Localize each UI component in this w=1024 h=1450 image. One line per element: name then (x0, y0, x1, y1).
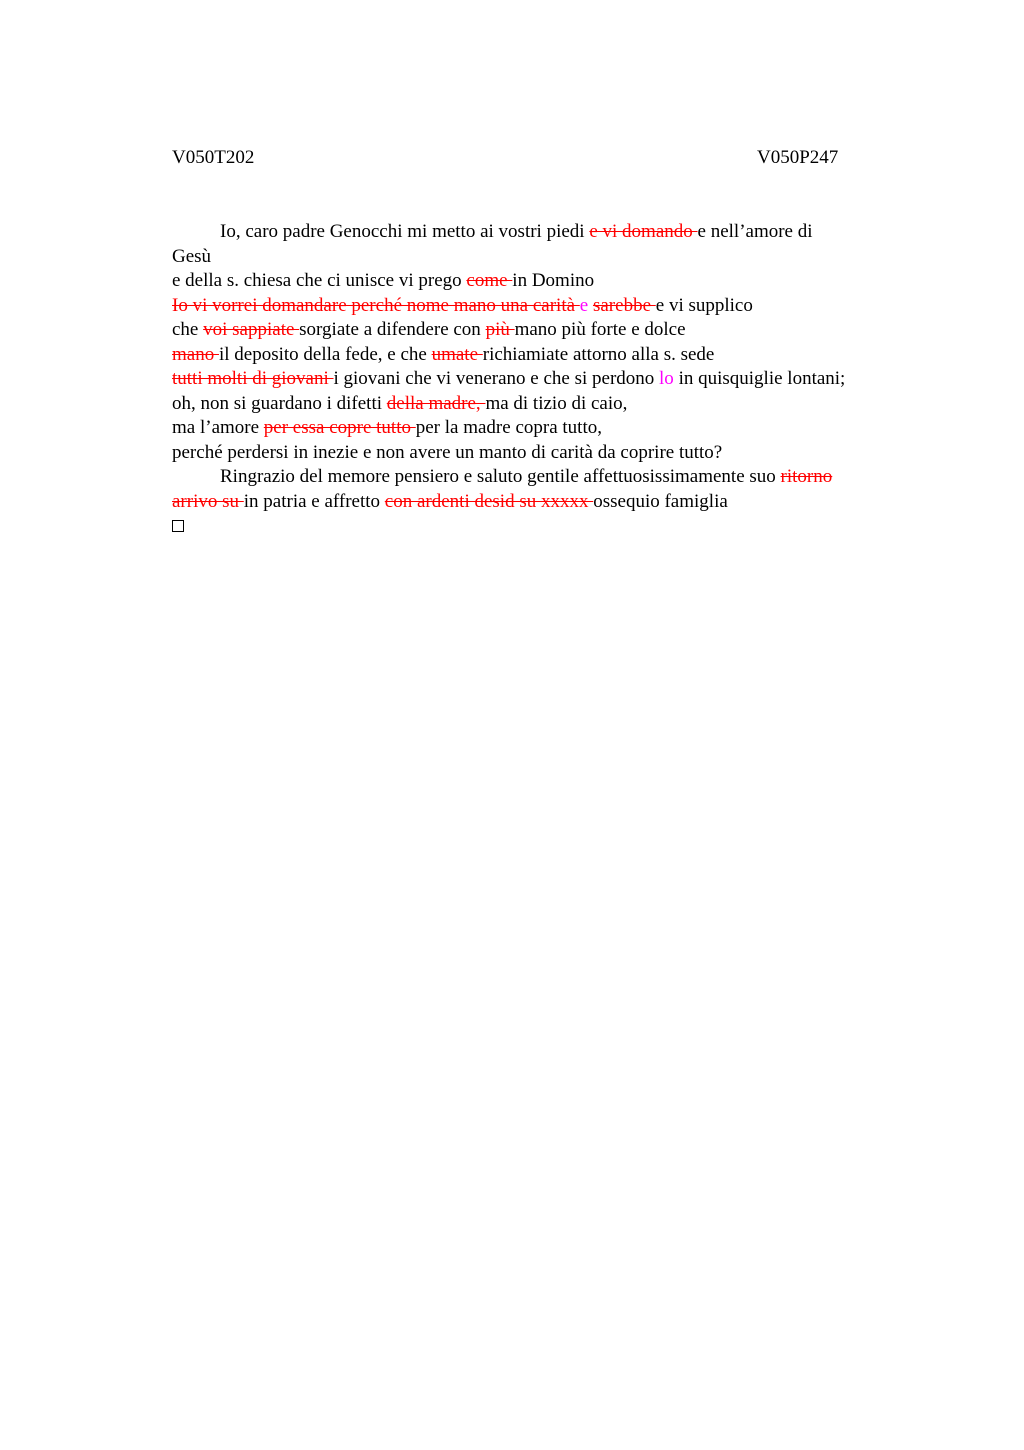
deleted-segment: voi sappiate (203, 319, 300, 340)
text-line (172, 490, 912, 515)
text-segment: ma l’amore (172, 417, 264, 438)
text-segment: in patria e affretto (243, 490, 385, 512)
text-segment: Ringrazio del memore pensiero e saluto gentile affettuosissimamente suo (220, 466, 781, 487)
deleted-segment: umate (431, 343, 483, 365)
text-line (172, 245, 912, 270)
end-marker-line (172, 514, 912, 539)
end-box-icon (172, 520, 184, 532)
text-line (172, 367, 912, 392)
deleted-segment: per essa copre tutto (263, 417, 416, 438)
text-line (172, 269, 912, 294)
deleted-segment: con ardenti desid su xxxxx (384, 490, 594, 512)
text-line (172, 318, 912, 343)
deleted-segment: ritorno (780, 466, 833, 487)
text-segment: ossequio famiglia (593, 490, 728, 512)
deleted-segment: arrivo su (172, 490, 244, 512)
text-segment: perché perdersi in inezie e non avere un manto di carità da coprire tutto? (172, 441, 723, 463)
text-segment: e vi supplico (655, 294, 753, 316)
text-line (172, 441, 912, 466)
deleted-segment: sarebbe (592, 294, 656, 316)
text-segment: sorgiate a difendere con (299, 319, 486, 340)
text-segment: oh, non si guardano i difetti (172, 392, 387, 414)
text-segment: i giovani che vi venerano e che si perdono (333, 368, 660, 389)
text-segment: il deposito della fede, e che (218, 343, 432, 365)
text-segment: in quisquiglie lontani; (673, 368, 846, 389)
text-line (172, 220, 912, 245)
text-segment: Gesù (172, 245, 212, 267)
deleted-segment: e vi domando (589, 221, 698, 242)
inserted-segment: lo (659, 368, 674, 389)
deleted-segment: come (466, 270, 513, 291)
text-segment: richiamiate attorno alla s. sede (482, 343, 715, 365)
text-segment: per la madre copra tutto, (415, 417, 602, 438)
deleted-segment: mano (172, 343, 219, 365)
deleted-segment: tutti molti di giovani (172, 368, 334, 389)
inserted-segment: e (579, 294, 589, 316)
text-line (172, 294, 912, 319)
text-segment: ma di tizio di caio, (485, 392, 628, 414)
text-line (172, 343, 912, 368)
text-segment: e della s. chiesa che ci unisce vi prego (172, 270, 467, 291)
text-line (172, 465, 912, 490)
text-line (172, 392, 912, 417)
document-code-right: V050P247 (757, 147, 839, 168)
text-segment: Io, caro padre Genocchi mi metto ai vostri piedi (220, 221, 590, 242)
letter-body (172, 220, 912, 539)
deleted-segment: Io vi vorrei domandare perché nome mano una carità (172, 294, 580, 316)
text-segment: e nell’amore di (697, 221, 813, 242)
text-segment: che (172, 319, 204, 340)
deleted-segment: più (485, 319, 515, 340)
text-segment: in Domino (512, 270, 595, 291)
text-segment: mano più forte e dolce (514, 319, 686, 340)
deleted-segment: della madre, (386, 392, 486, 414)
document-code-left: V050T202 (172, 147, 255, 168)
text-line (172, 416, 912, 441)
